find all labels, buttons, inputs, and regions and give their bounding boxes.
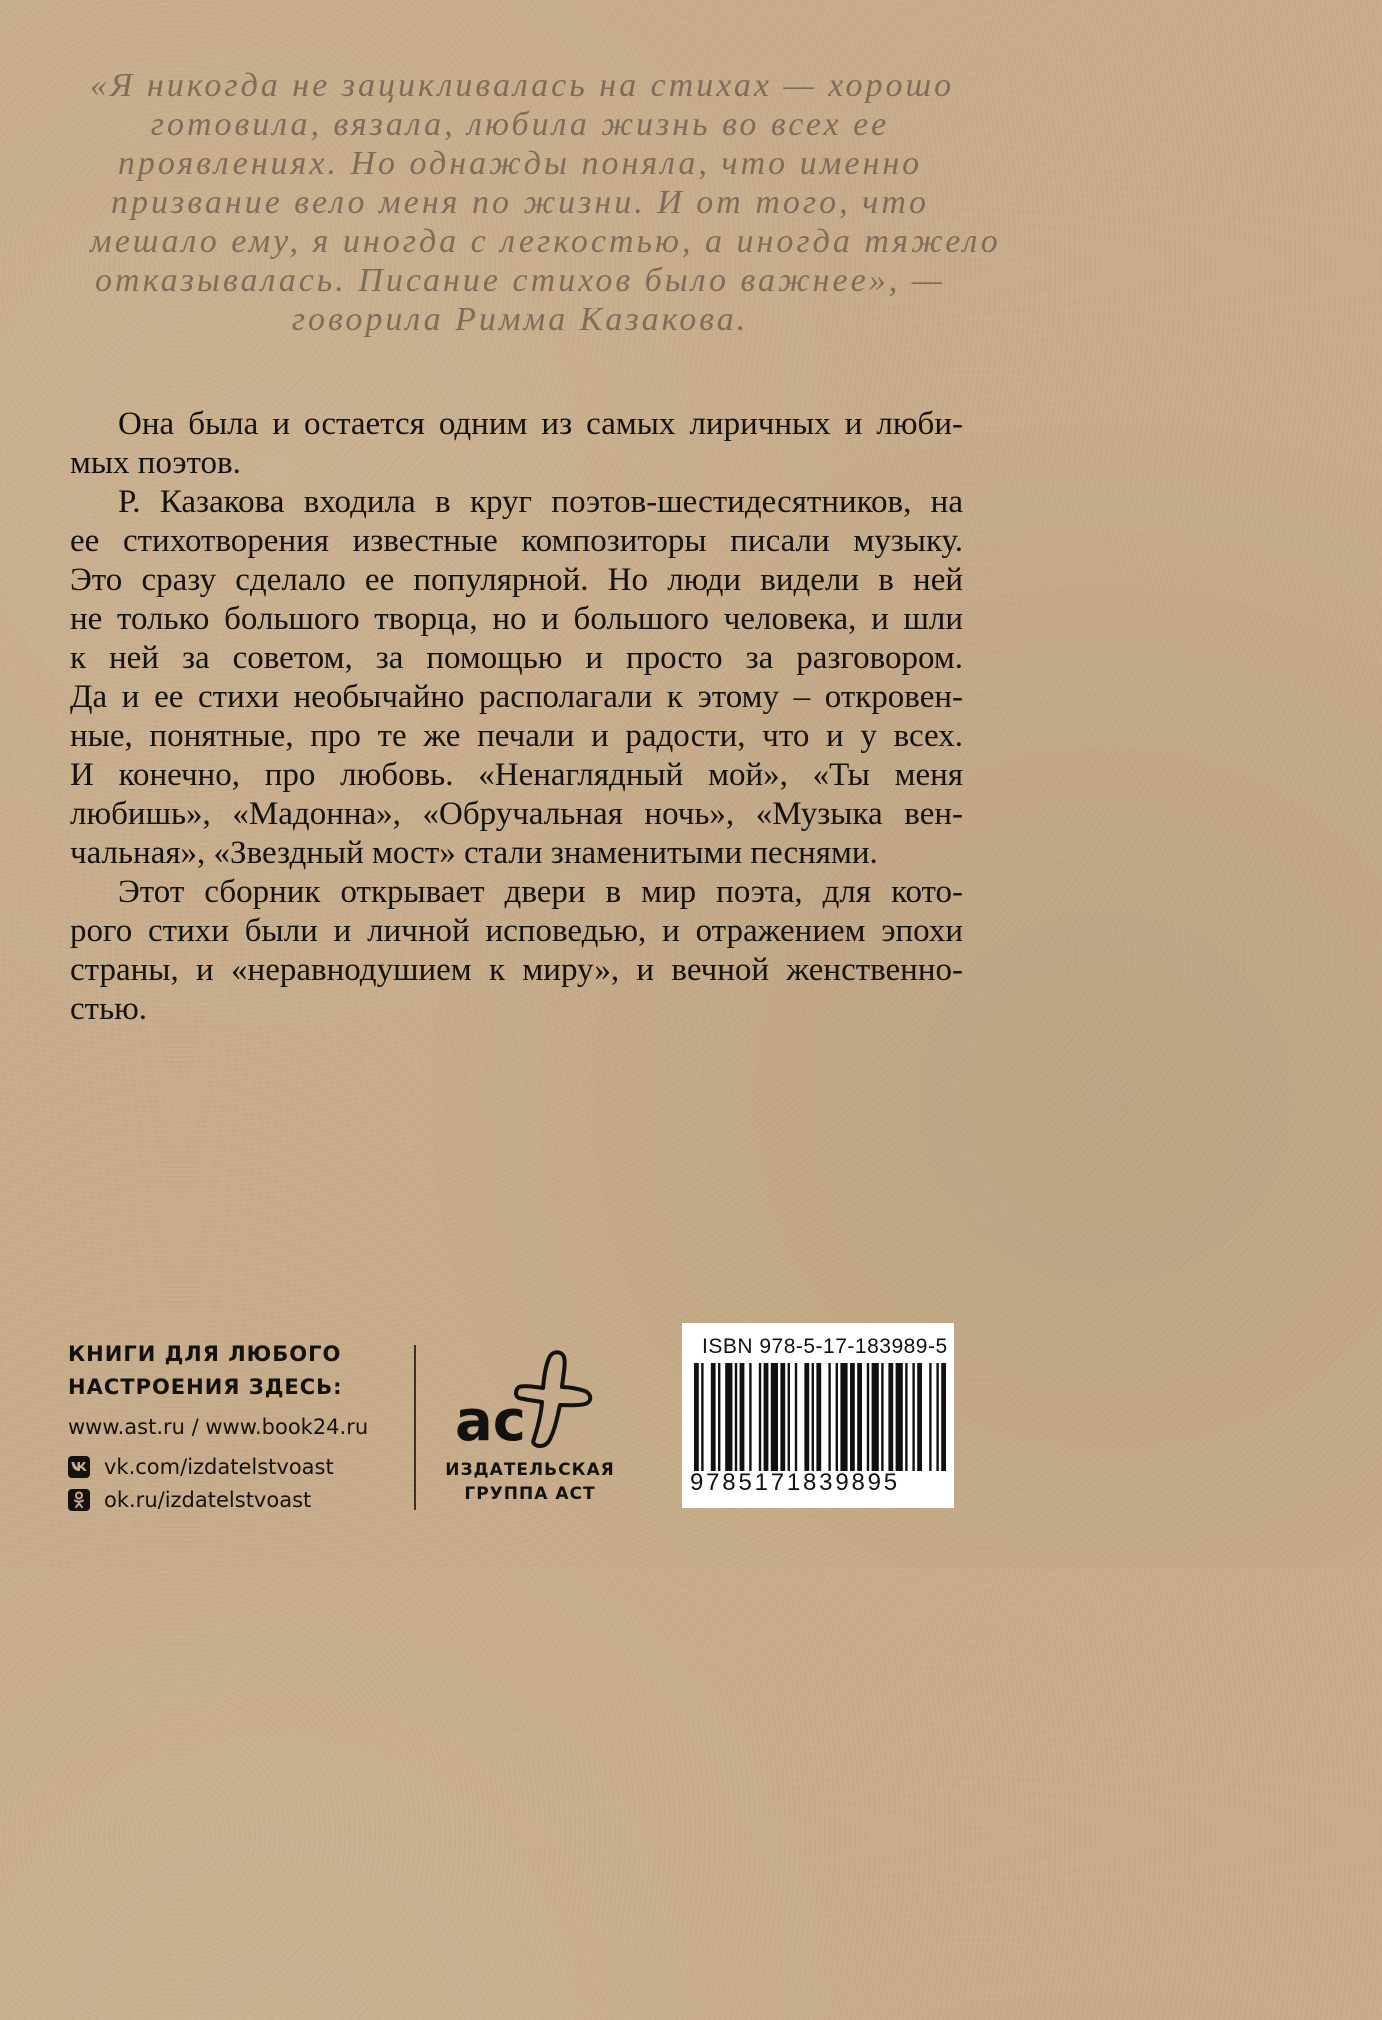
barcode-bar <box>795 1363 797 1471</box>
promo-block <box>68 1338 408 1516</box>
barcode-bar <box>912 1363 914 1471</box>
body-line: ные, понятные, про те же печали и радости, что и у всех. <box>70 718 963 754</box>
barcode-bars <box>690 1363 946 1475</box>
barcode-bar <box>872 1363 879 1471</box>
ok-link[interactable] <box>68 1483 408 1516</box>
barcode-bar <box>788 1363 790 1471</box>
promo-heading-line: КНИГИ ДЛЯ ЛЮБОГО <box>68 1342 342 1366</box>
barcode-bar <box>917 1363 922 1471</box>
publisher-caption <box>445 1458 615 1506</box>
barcode-digits: 9785171839895 <box>690 1469 900 1496</box>
barcode-bar <box>711 1363 716 1471</box>
body-line: Это сразу сделало ее популярной. Но люди видели в ней <box>70 562 963 598</box>
logo-text: ac <box>455 1389 526 1450</box>
barcode-bar <box>816 1363 821 1471</box>
barcode-bar <box>804 1363 809 1471</box>
promo-heading-line: НАСТРОЕНИЯ ЗДЕСЬ: <box>68 1375 343 1399</box>
barcode-bar <box>850 1363 855 1471</box>
barcode-bar <box>780 1363 785 1471</box>
body-line: к ней за советом, за помощью и просто за разговором. <box>70 640 963 676</box>
barcode-bar <box>888 1363 893 1471</box>
isbn-number: ISBN 978-5-17-183989-5 <box>702 1335 948 1358</box>
vk-icon <box>68 1456 90 1478</box>
quote-line: отказывалась. Писание стихов было важнее», — <box>95 262 945 299</box>
social-links <box>68 1450 408 1516</box>
publisher-logo <box>445 1340 615 1520</box>
barcode-bar <box>905 1363 907 1471</box>
vertical-divider <box>414 1345 416 1510</box>
body-line: ее стихотворения известные композиторы писали музыку. <box>70 523 963 559</box>
barcode-bar <box>840 1363 847 1471</box>
barcode-bar <box>759 1363 761 1471</box>
website-links[interactable]: www.ast.ru / www.book24.ru <box>68 1415 369 1439</box>
barcode-bar <box>929 1363 931 1471</box>
barcode-bar <box>771 1363 778 1471</box>
ast-logo-icon <box>445 1340 615 1450</box>
barcode-bar <box>694 1363 699 1471</box>
body-line: Она была и остается одним из самых лиричных и люби- <box>118 406 963 442</box>
odnoklassniki-icon <box>68 1489 90 1511</box>
epigraph-quote <box>90 66 1001 339</box>
isbn-barcode <box>682 1323 954 1508</box>
body-line: И конечно, про любовь. «Ненаглядный мой», «Ты меня <box>70 757 963 793</box>
body-line: Этот сборник открывает двери в мир поэта, для кото- <box>118 874 963 910</box>
promo-heading <box>68 1338 408 1404</box>
barcode-bar <box>701 1363 703 1471</box>
body-line: стью. <box>70 991 148 1027</box>
body-line: рого стихи были и личной исповедью, и отражением эпохи <box>70 913 963 949</box>
quote-line: мешало ему, я иногда с легкостью, а иногда тяжело <box>90 223 1001 260</box>
body-line: чальная», «Звездный мост» стали знаменитыми песнями. <box>70 835 878 871</box>
body-line: страны, и «неравнодушием к миру», и вечной женственно- <box>70 952 963 988</box>
barcode-bar <box>836 1363 838 1471</box>
body-line: Р. Казакова входила в круг поэтов-шестидесятников, на <box>118 484 963 520</box>
vk-link[interactable] <box>68 1450 408 1483</box>
barcode-bar <box>812 1363 814 1471</box>
body-line: Да и ее стихи необычайно располагали к этому – откровен- <box>70 679 963 715</box>
barcode-bar <box>718 1363 720 1471</box>
annotation-text <box>70 405 963 1029</box>
barcode-bar <box>857 1363 862 1471</box>
barcode-bar <box>896 1363 903 1471</box>
body-line: мых поэтов. <box>70 445 241 481</box>
publisher-caption-line: ИЗДАТЕЛЬСКАЯ <box>445 1460 615 1480</box>
barcode-bar <box>867 1363 869 1471</box>
body-line: любишь», «Мадонна», «Обручальная ночь», «Музыка вен- <box>70 796 963 832</box>
publisher-caption-line: ГРУППА АСТ <box>464 1484 596 1504</box>
quote-line: готовила, вязала, любила жизнь во всех ее <box>150 106 890 143</box>
ok-link-text: ok.ru/izdatelstvoast <box>104 1487 312 1512</box>
quote-line: говорила Римма Казакова. <box>291 301 749 338</box>
barcode-bar <box>764 1363 769 1471</box>
vk-link-text: vk.com/izdatelstvoast <box>104 1454 334 1479</box>
quote-line: проявлениях. Но однажды поняла, что именно <box>117 145 923 182</box>
barcode-bar <box>881 1363 883 1471</box>
barcode-bar <box>735 1363 737 1471</box>
quote-line: «Я никогда не зацикливалась на стихах — хорошо <box>90 67 955 104</box>
body-line: не только большого творца, но и большого человека, и шли <box>70 601 963 637</box>
barcode-bar <box>749 1363 751 1471</box>
barcode-bar <box>725 1363 732 1471</box>
barcode-bar <box>828 1363 830 1471</box>
barcode-bar <box>936 1363 938 1471</box>
barcode-bar <box>740 1363 745 1471</box>
barcode-bar <box>941 1363 946 1471</box>
quote-line: призвание вело меня по жизни. И от того, что <box>111 184 929 221</box>
